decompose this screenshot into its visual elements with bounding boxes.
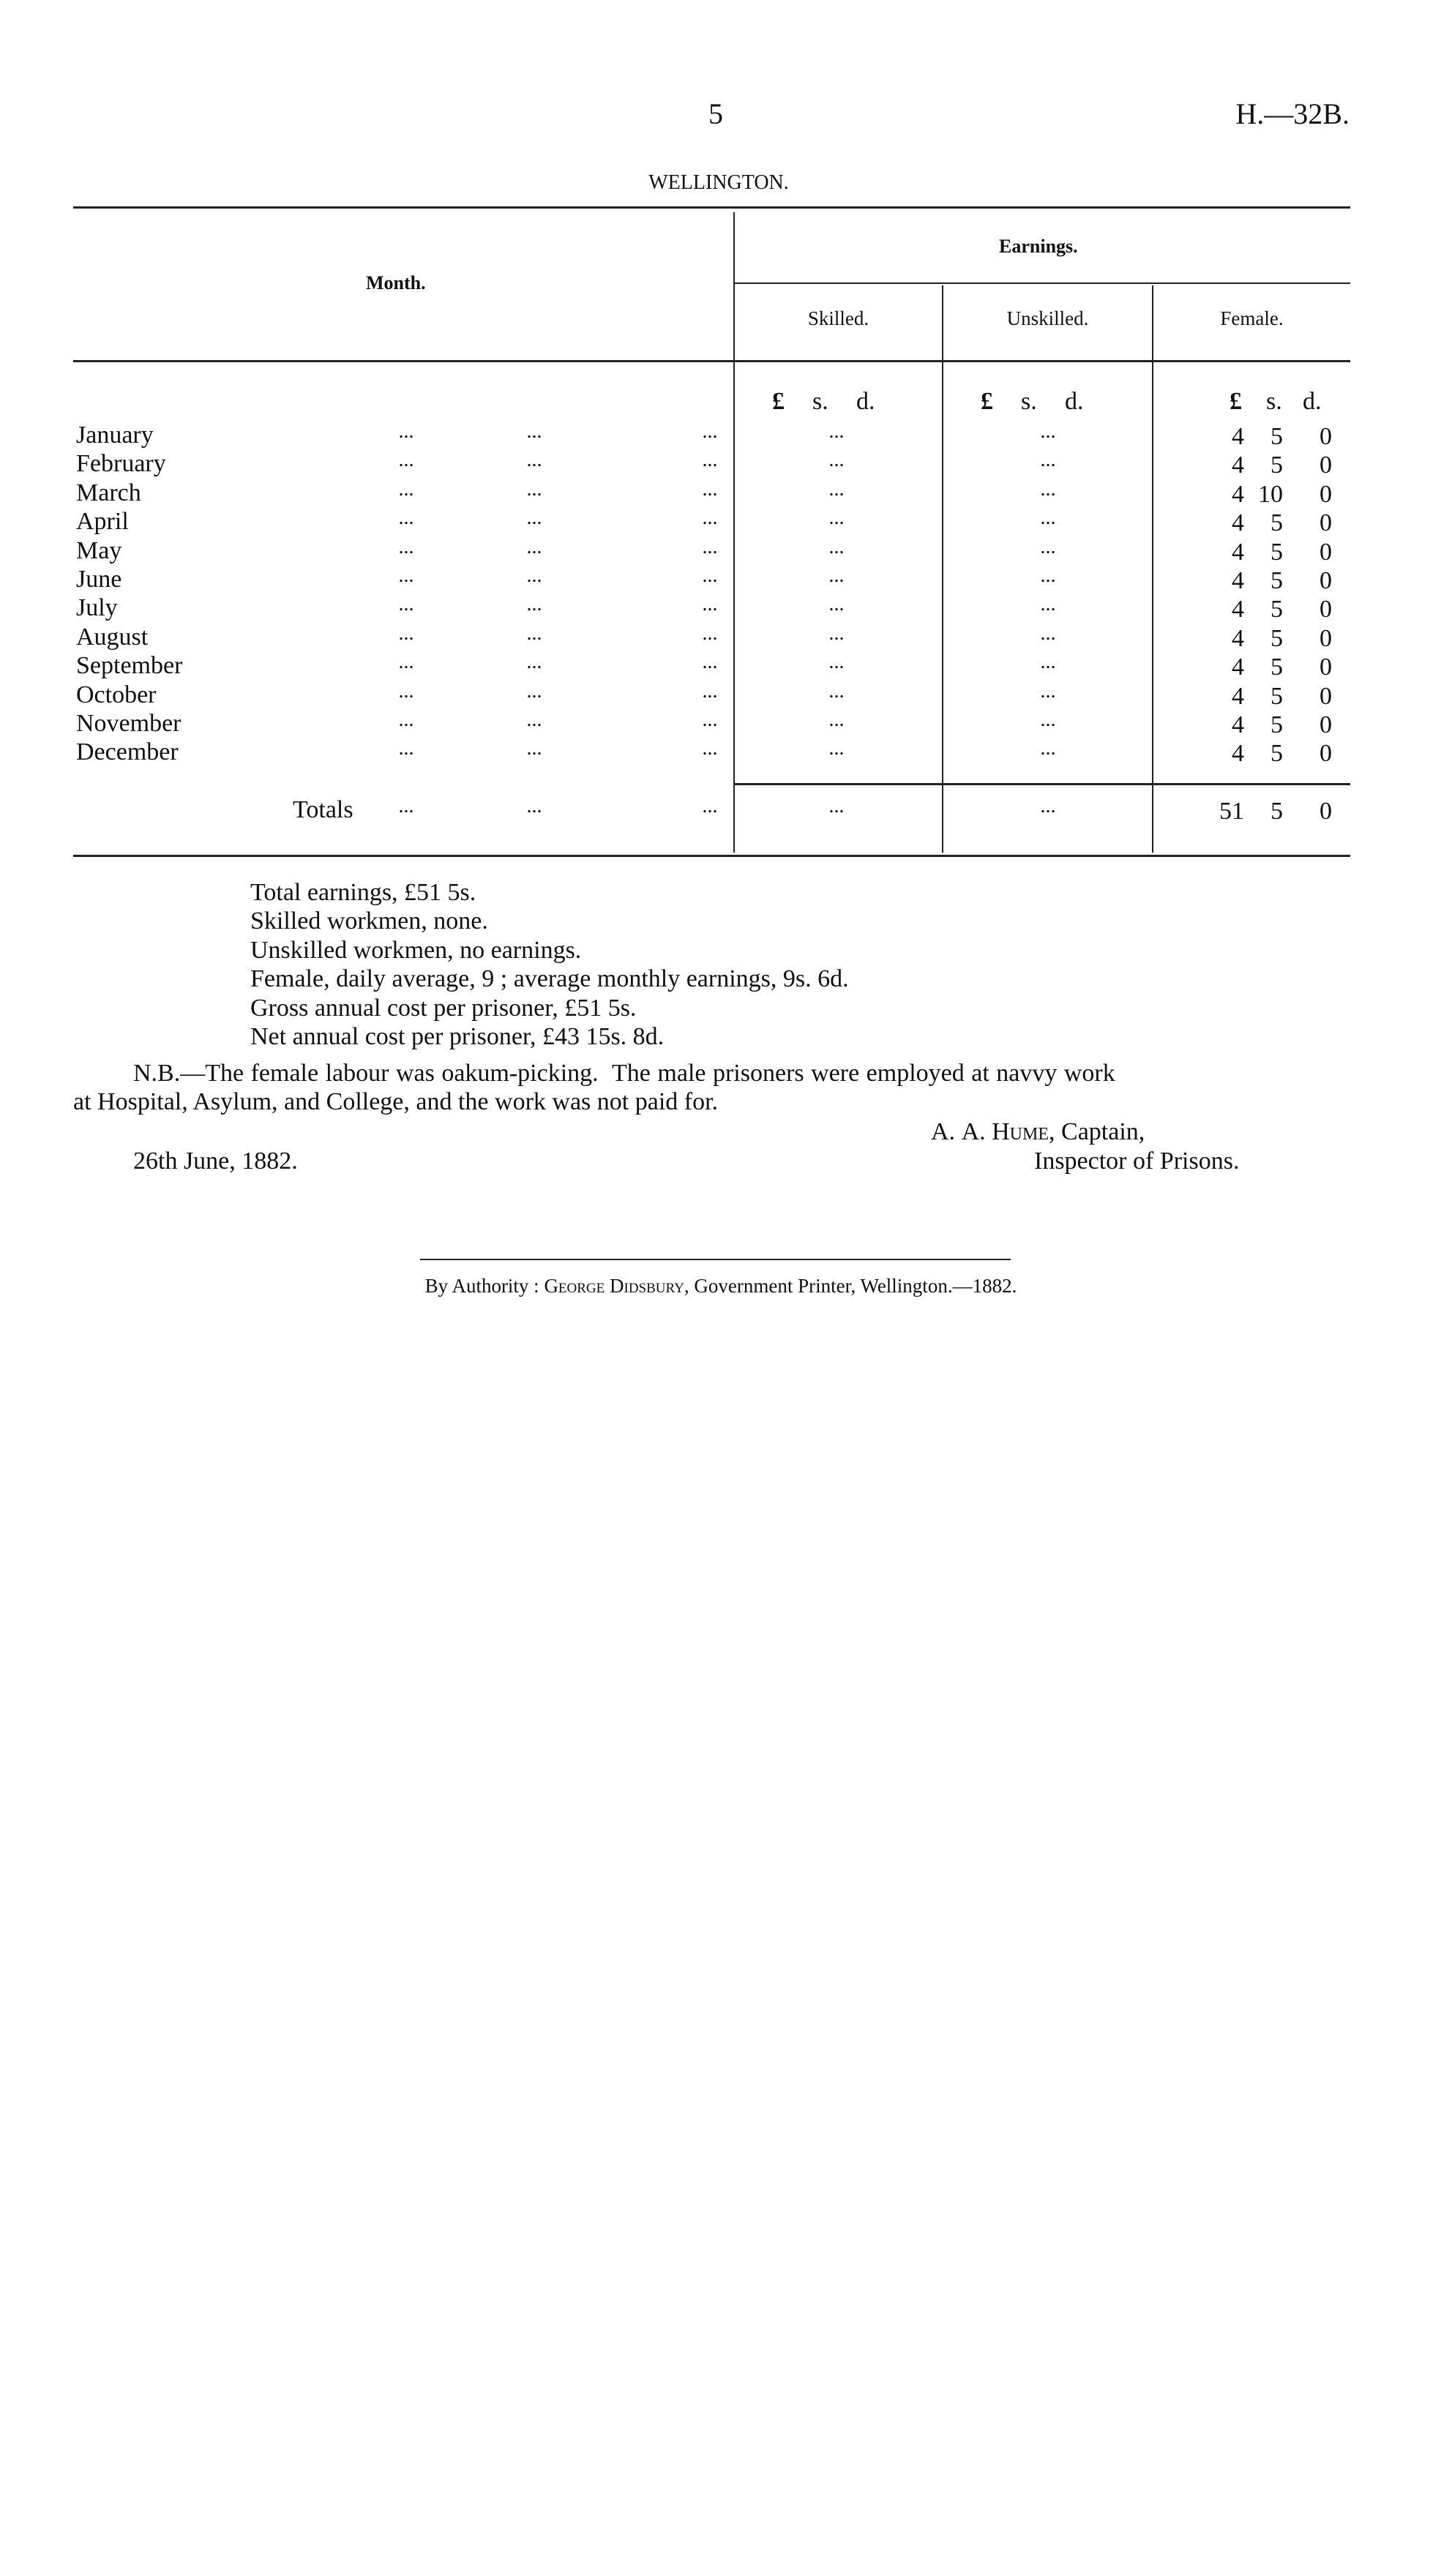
female-pounds: 4: [1232, 567, 1244, 594]
leader-dots: ...: [702, 564, 718, 587]
leader-dots: ...: [702, 737, 718, 760]
female-pence: 0: [1320, 509, 1332, 537]
leader-dots: ...: [526, 593, 542, 616]
leader-dots: ...: [526, 737, 542, 760]
imprint-prefix: By Authority :: [424, 1275, 544, 1297]
note-line: Total earnings, £51 5s.: [250, 879, 476, 906]
note-line: Unskilled workmen, no earnings.: [250, 936, 582, 964]
leader-dots: ...: [702, 708, 718, 731]
unskilled-value: ...: [1040, 651, 1056, 674]
unskilled-value: ...: [1040, 621, 1056, 645]
skilled-value: ...: [828, 708, 845, 731]
signature-name: A. A. Hume, Captain,: [931, 1118, 1145, 1145]
month-name: January: [76, 422, 154, 449]
female-pence: 0: [1320, 596, 1332, 624]
pence-unit: d.: [1303, 388, 1322, 415]
skilled-value: ...: [828, 449, 845, 472]
female-pounds: 4: [1232, 740, 1244, 768]
female-pounds: 4: [1232, 509, 1244, 537]
female-pounds: 51: [1219, 798, 1244, 825]
leader-dots: ...: [398, 477, 414, 501]
nb-line-1: N.B.—The female labour was oakum-picking. The male prisoners were employed at navvy work: [133, 1060, 1115, 1087]
female-pence: 0: [1320, 452, 1332, 479]
note-line: Skilled workmen, none.: [250, 907, 488, 935]
inspector-rank: , Captain,: [1049, 1118, 1145, 1145]
table-top-rule: [73, 206, 1350, 209]
leader-dots: ...: [398, 564, 414, 587]
leader-dots: ...: [526, 621, 542, 645]
female-pence: 0: [1320, 567, 1332, 594]
skilled-value: ...: [828, 420, 845, 443]
female-pounds: 4: [1232, 480, 1244, 508]
leader-dots: ...: [526, 420, 542, 443]
unskilled-value: ...: [1040, 679, 1056, 703]
note-line: Net annual cost per prisoner, £43 15s. 8d.: [250, 1023, 665, 1050]
leader-dots: ...: [398, 795, 414, 817]
leader-dots: ...: [526, 506, 542, 530]
skilled-value: ...: [828, 564, 845, 587]
imprint-suffix: , Government Printer, Wellington.—1882.: [684, 1275, 1017, 1297]
totals-rule: [735, 783, 1350, 785]
column-divider: [1152, 285, 1153, 853]
unskilled-value: ...: [1040, 420, 1056, 443]
signature-date: 26th June, 1882.: [133, 1147, 298, 1175]
leader-dots: ...: [398, 593, 414, 616]
pound-unit: £: [772, 388, 785, 415]
header-bottom-rule: [73, 360, 1350, 362]
unskilled-value: ...: [1040, 708, 1056, 731]
skilled-value: ...: [828, 593, 845, 616]
unskilled-value: ...: [1040, 593, 1056, 616]
shilling-unit: s.: [812, 388, 828, 415]
female-pence: 0: [1320, 798, 1332, 825]
female-pounds: 4: [1232, 682, 1244, 710]
page-title: WELLINGTON.: [648, 171, 789, 194]
female-pence: 0: [1320, 740, 1332, 768]
month-name: March: [76, 479, 141, 506]
pence-unit: d.: [1065, 388, 1084, 415]
shilling-unit: s.: [1266, 388, 1282, 415]
leader-dots: ...: [702, 679, 718, 703]
printer-imprint: [0, 1275, 1442, 1298]
female-pence: 0: [1320, 624, 1332, 652]
leader-dots: ...: [398, 651, 414, 674]
skilled-value: ...: [828, 621, 845, 645]
leader-dots: ...: [702, 449, 718, 472]
female-pounds: 4: [1232, 624, 1244, 652]
note-line: Gross annual cost per prisoner, £51 5s.: [250, 994, 637, 1022]
unskilled-value: ...: [1040, 564, 1056, 587]
unskilled-value: ...: [1040, 737, 1056, 760]
skilled-value: ...: [828, 506, 845, 530]
female-shillings: 5: [1270, 624, 1283, 652]
leader-dots: ...: [702, 477, 718, 501]
female-pence: 0: [1320, 423, 1332, 450]
leader-dots: ...: [526, 679, 542, 703]
footer-rule: [420, 1259, 1011, 1260]
female-shillings: 5: [1270, 538, 1283, 566]
female-shillings: 5: [1270, 682, 1283, 710]
female-shillings: 5: [1270, 567, 1283, 594]
month-column-header: Month.: [366, 272, 426, 293]
unskilled-value: ...: [1040, 449, 1056, 472]
female-shillings: 5: [1270, 740, 1283, 768]
month-name: February: [76, 450, 166, 478]
female-shillings: 5: [1270, 654, 1283, 681]
leader-dots: ...: [526, 651, 542, 674]
female-pounds: 4: [1232, 711, 1244, 738]
female-pounds: 4: [1232, 596, 1244, 624]
female-pence: 0: [1320, 480, 1332, 508]
female-shillings: 5: [1270, 798, 1283, 825]
female-shillings: 5: [1270, 423, 1283, 450]
leader-dots: ...: [398, 621, 414, 645]
inspector-name: A. Hume: [961, 1118, 1049, 1145]
month-name: April: [76, 508, 129, 536]
leader-dots: ...: [526, 449, 542, 472]
leader-dots: ...: [702, 651, 718, 674]
skilled-value: ...: [828, 795, 845, 817]
female-pounds: 4: [1232, 538, 1244, 566]
leader-dots: ...: [526, 564, 542, 587]
skilled-value: ...: [828, 737, 845, 760]
leader-dots: ...: [526, 477, 542, 501]
leader-dots: ...: [526, 795, 542, 817]
female-shillings: 10: [1258, 480, 1283, 508]
leader-dots: ...: [702, 506, 718, 530]
unskilled-column-header: Unskilled.: [1006, 307, 1089, 329]
note-line: Female, daily average, 9 ; average monthly earnings, 9s. 6d.: [250, 965, 849, 993]
leader-dots: ...: [398, 506, 414, 530]
female-shillings: 5: [1270, 452, 1283, 479]
leader-dots: ...: [398, 449, 414, 472]
column-divider: [942, 285, 943, 853]
month-name: July: [76, 594, 118, 622]
earnings-group-header: Earnings.: [999, 236, 1078, 257]
month-name: June: [76, 566, 122, 593]
totals-label: Totals: [293, 796, 353, 823]
female-pounds: 4: [1232, 423, 1244, 450]
leader-dots: ...: [702, 593, 718, 616]
skilled-value: ...: [828, 535, 845, 558]
female-pounds: 4: [1232, 452, 1244, 479]
female-pence: 0: [1320, 682, 1332, 710]
pence-unit: d.: [856, 388, 875, 415]
nb-line-2: at Hospital, Asylum, and College, and the work was not paid for.: [73, 1088, 719, 1115]
skilled-value: ...: [828, 477, 845, 501]
female-shillings: 5: [1270, 711, 1283, 738]
leader-dots: ...: [398, 737, 414, 760]
month-name: August: [76, 623, 149, 651]
unskilled-value: ...: [1040, 477, 1056, 501]
month-name: December: [76, 738, 179, 766]
pound-unit: £: [1230, 388, 1242, 415]
page-number: 5: [708, 97, 723, 130]
leader-dots: ...: [702, 420, 718, 443]
skilled-value: ...: [828, 679, 845, 703]
female-pence: 0: [1320, 711, 1332, 738]
month-name: November: [76, 710, 182, 737]
female-pence: 0: [1320, 538, 1332, 566]
female-column-header: Female.: [1220, 307, 1284, 329]
unskilled-value: ...: [1040, 795, 1056, 817]
month-name: May: [76, 536, 122, 564]
leader-dots: ...: [398, 420, 414, 443]
unskilled-value: ...: [1040, 535, 1056, 558]
document-reference: H.—32B.: [1235, 97, 1350, 130]
printer-name: George Didsbury: [544, 1275, 684, 1297]
unskilled-value: ...: [1040, 506, 1056, 530]
female-shillings: 5: [1270, 509, 1283, 537]
earnings-subheader-rule: [735, 282, 1350, 284]
leader-dots: ...: [398, 679, 414, 703]
month-name: September: [76, 652, 183, 680]
leader-dots: ...: [398, 708, 414, 731]
signature-title: Inspector of Prisons.: [1034, 1147, 1240, 1175]
skilled-value: ...: [828, 651, 845, 674]
leader-dots: ...: [526, 535, 542, 558]
skilled-column-header: Skilled.: [807, 307, 869, 329]
month-name: October: [76, 681, 157, 708]
female-pounds: 4: [1232, 654, 1244, 681]
leader-dots: ...: [526, 708, 542, 731]
female-shillings: 5: [1270, 596, 1283, 624]
pound-unit: £: [981, 388, 993, 415]
leader-dots: ...: [702, 621, 718, 645]
leader-dots: ...: [702, 535, 718, 558]
shilling-unit: s.: [1021, 388, 1037, 415]
female-pence: 0: [1320, 654, 1332, 681]
leader-dots: ...: [702, 795, 718, 817]
table-bottom-rule: [73, 855, 1350, 857]
leader-dots: ...: [398, 535, 414, 558]
